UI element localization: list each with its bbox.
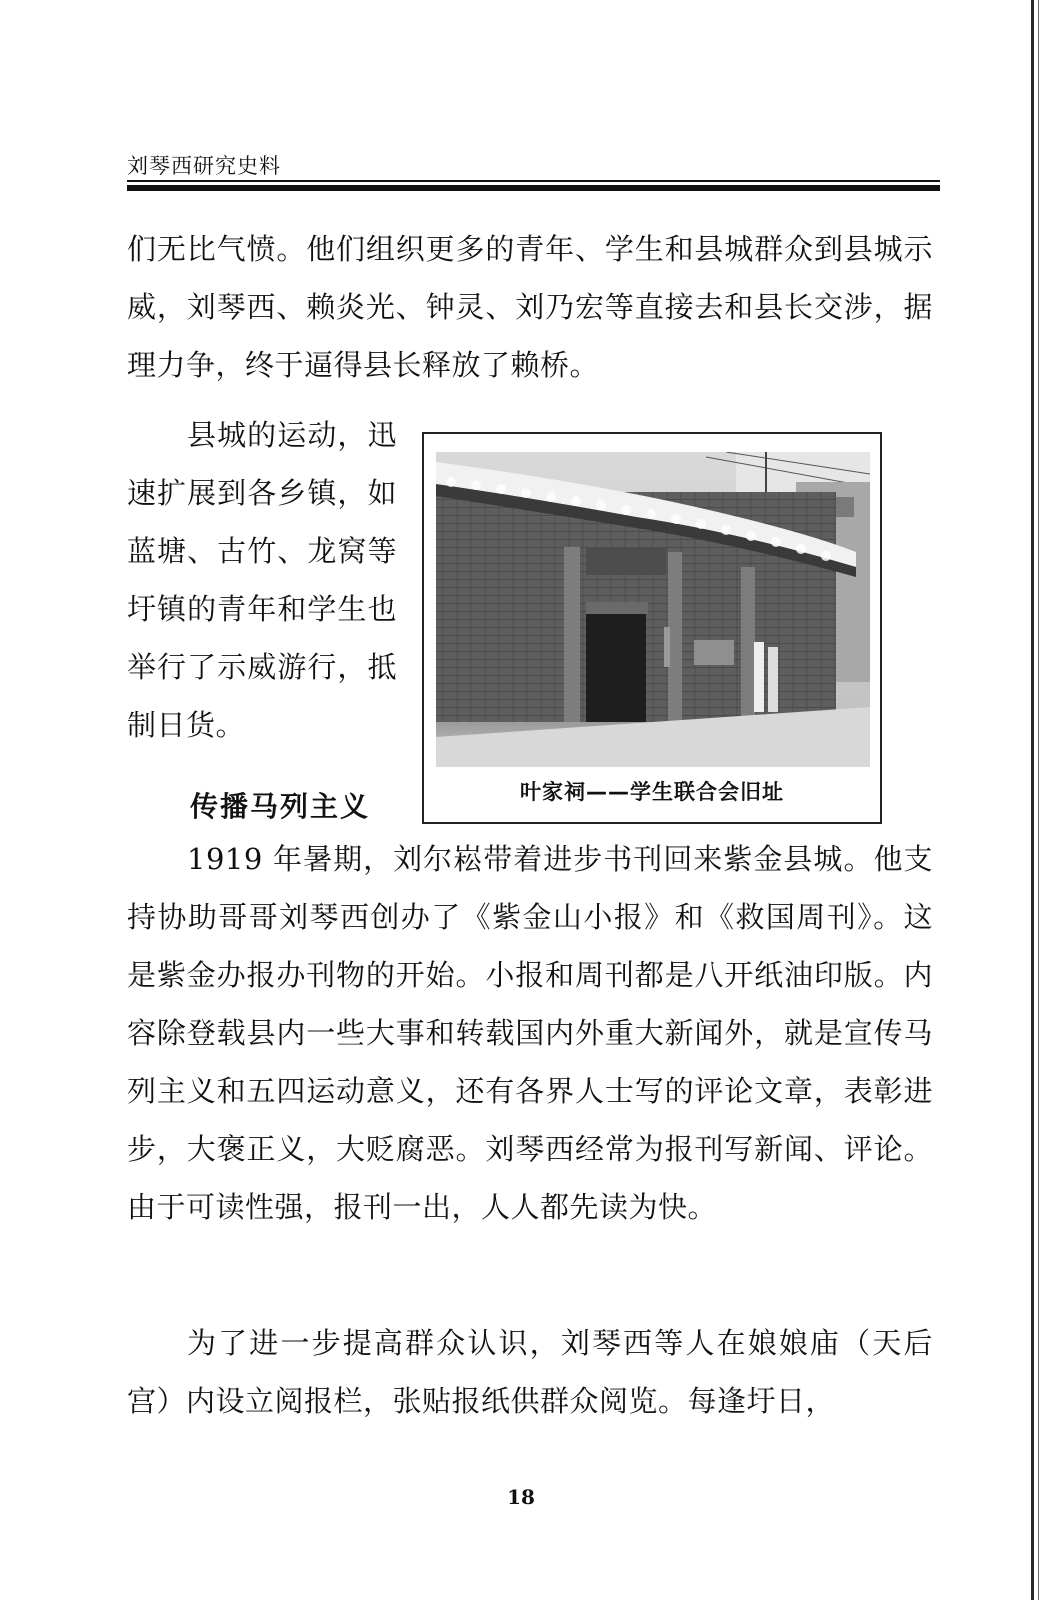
section-heading: 传播马列主义 bbox=[190, 790, 371, 823]
header-rule-thick bbox=[127, 185, 940, 191]
figure-caption: 叶家祠——学生联合会旧址 bbox=[520, 780, 784, 804]
header-rule-thin bbox=[127, 180, 940, 182]
page-edge bbox=[1031, 0, 1034, 1600]
figure bbox=[422, 432, 882, 824]
running-header: 刘琴西研究史料 bbox=[127, 154, 281, 178]
paragraph-2: 县城的运动，迅速扩展到各乡镇，如蓝塘、古竹、龙窝等圩镇的青年和学生也举行了示威游行，抵制日货。 bbox=[127, 418, 397, 742]
paragraph-4: 为了进一步提高群众认识，刘琴西等人在娘娘庙（天后宫）内设立阅报栏，张贴报纸供群众阅览。每逢圩日， bbox=[127, 1326, 933, 1418]
page-edge-inner bbox=[1038, 0, 1039, 1600]
page-number: 18 bbox=[507, 1485, 535, 1509]
paragraph-1: 们无比气愤。他们组织更多的青年、学生和县城群众到县城示威，刘琴西、赖炎光、钟灵、刘乃宏等直接去和县长交涉，据理力争，终于逼得县长释放了赖桥。 bbox=[127, 232, 933, 382]
ancestral-hall-photo bbox=[436, 452, 870, 767]
paragraph-3: 1919 年暑期，刘尔崧带着进步书刊回来紫金县城。他支持协助哥哥刘琴西创办了《紫金山小报》和《救国周刊》。这是紫金办报办刊物的开始。小报和周刊都是八开纸油印版。内容除登载县内一些大事和转载国内外重大新闻外，就是宣传马列主义和五四运动意义，还有各界人士写的评论文章，表彰进步，大褒正义，大贬腐恶。刘琴西经常为报刊写新闻、评论。由于可读性强，报刊一出，人人都先读为快。 bbox=[127, 842, 933, 1224]
